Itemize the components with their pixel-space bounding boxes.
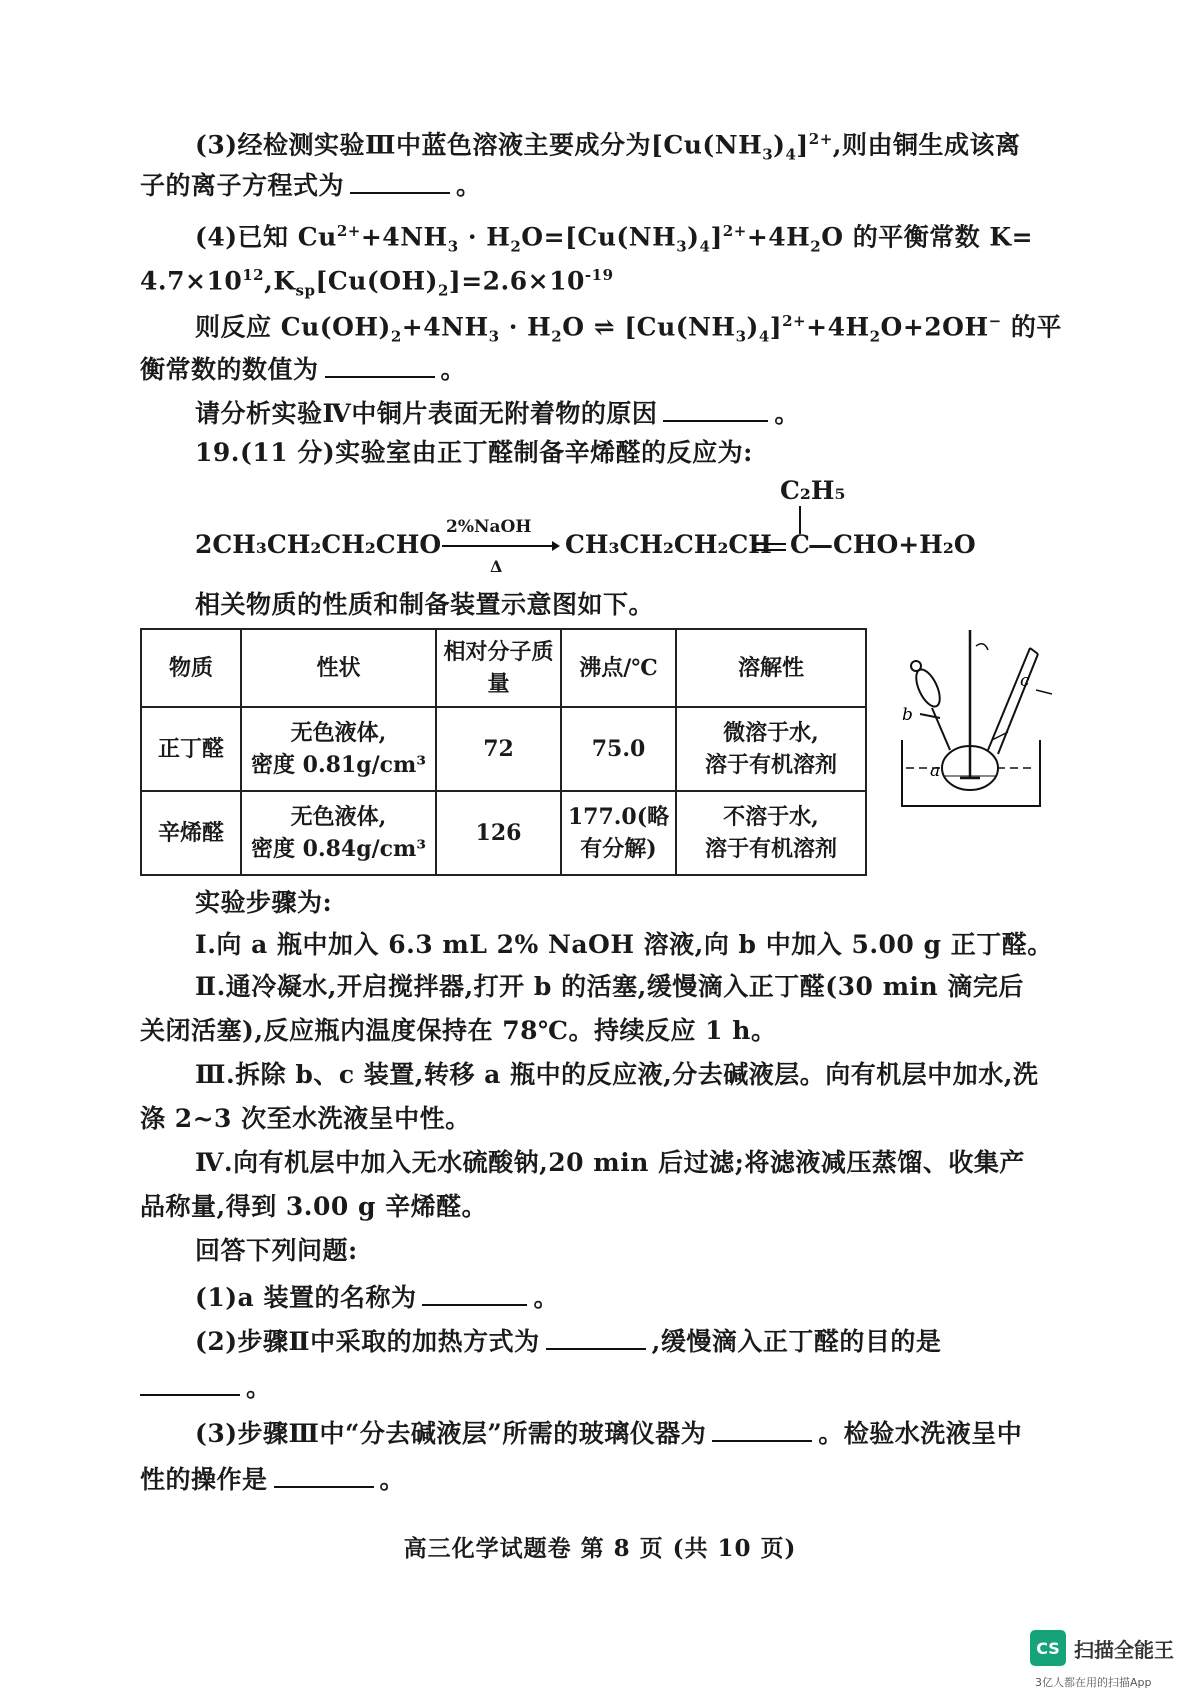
question-3b: 性的操作是 。 <box>140 1460 405 1497</box>
question-2b: 。 <box>140 1368 272 1405</box>
equation-right-a: CH₃CH₂CH₂CH <box>565 530 772 559</box>
step-3a: Ⅲ.拆除 b、c 装置,转移 a 瓶中的反应液,分去碱液层。向有机层中加水,洗 <box>195 1060 1039 1089</box>
label-c: c <box>1020 671 1030 691</box>
equation-branch: C₂H₅ <box>780 476 846 505</box>
cell-mass: 72 <box>436 707 561 791</box>
q18-p3-line1: (3)经检测实验Ⅲ中蓝色溶液主要成分为$[Cu(NH_3)_4]^{2+}$,则由铜生成该离 <box>195 130 1021 164</box>
answer-title: 回答下列问题: <box>195 1236 358 1265</box>
reaction-arrow <box>440 540 560 552</box>
scanner-tagline: 3亿人都在用的扫描App <box>1035 1676 1152 1689</box>
answer-blank <box>274 1460 374 1488</box>
answer-blank <box>546 1322 646 1350</box>
properties-table <box>140 628 867 876</box>
equation-left: 2CH₃CH₂CH₂CHO <box>195 530 442 559</box>
cell-solubility: 微溶于水, 溶于有机溶剂 <box>676 707 866 791</box>
equation-right-b: C <box>790 530 810 559</box>
q18-p4-line1: (4)已知 $Cu^{2+}+4NH_3 \cdot H_2O=[Cu(NH_3)_4]^{2+}+4H_2O$ 的平衡常数 K= <box>195 222 1034 256</box>
answer-blank <box>350 166 450 194</box>
cell-name: 正丁醛 <box>141 707 241 791</box>
scanner-name: 扫描全能王 <box>1074 1638 1174 1662</box>
step-3b: 涤 2~3 次至水洗液呈中性。 <box>140 1104 471 1133</box>
label-a: a <box>930 761 941 781</box>
equation-condition-bottom: Δ <box>490 557 503 576</box>
answer-blank <box>140 1368 240 1396</box>
header-cell: 物质 <box>141 629 241 707</box>
double-bond <box>752 540 788 554</box>
q18-p4-line5: 请分析实验Ⅳ中铜片表面无附着物的原因 。 <box>195 394 800 431</box>
question-3a: (3)步骤Ⅲ中“分去碱液层”所需的玻璃仪器为 。检验水洗液呈中 <box>195 1414 1022 1451</box>
header-cell: 相对分子质量 <box>436 629 561 707</box>
apparatus-diagram <box>880 628 1060 818</box>
scanner-logo-icon: CS <box>1030 1630 1066 1666</box>
answer-blank <box>422 1278 527 1306</box>
cell-state: 无色液体, 密度 0.81g/cm³ <box>241 707 436 791</box>
cell-state: 无色液体, 密度 0.84g/cm³ <box>241 791 436 875</box>
page-footer: 高三化学试题卷 第 8 页 (共 10 页) <box>403 1535 797 1562</box>
cell-bp: 75.0 <box>561 707 676 791</box>
q18-p4-line2: $4.7\times 10^{12},K_{sp}[Cu(OH)_2]=2.6\times 10^{-19}$ <box>140 266 614 300</box>
q18-p4-line3: 则反应 $Cu(OH)_2+4NH_3 \cdot H_2O$ ⇌ $[Cu(NH_3)_4]^{2+}+4H_2O+2OH^-$ 的平 <box>195 312 1062 346</box>
question-2a: (2)步骤Ⅱ中采取的加热方式为 ,缓慢滴入正丁醛的目的是 <box>195 1322 941 1359</box>
header-cell: 溶解性 <box>676 629 866 707</box>
step-2a: Ⅱ.通冷凝水,开启搅拌器,打开 b 的活塞,缓慢滴入正丁醛(30 min 滴完后 <box>195 972 1024 1001</box>
branch-bond <box>795 506 805 534</box>
q19-intro: 19.(11 分)实验室由正丁醛制备辛烯醛的反应为: <box>195 438 753 467</box>
label-b: b <box>902 705 913 725</box>
scanner-watermark <box>1030 1630 1200 1699</box>
steps-title: 实验步骤为: <box>195 888 333 917</box>
props-intro: 相关物质的性质和制备装置示意图如下。 <box>195 590 655 619</box>
cell-solubility: 不溶于水, 溶于有机溶剂 <box>676 791 866 875</box>
table-row <box>141 791 866 875</box>
table-header-row <box>141 629 866 707</box>
step-1: Ⅰ.向 a 瓶中加入 6.3 mL 2% NaOH 溶液,向 b 中加入 5.00 g 正丁醛。 <box>195 930 1053 959</box>
q18-p4-line4: 衡常数的数值为 。 <box>140 350 466 387</box>
table-row <box>141 707 866 791</box>
question-1: (1)a 装置的名称为 。 <box>195 1278 559 1315</box>
cell-mass: 126 <box>436 791 561 875</box>
cell-bp: 177.0(略 有分解) <box>561 791 676 875</box>
step-4a: Ⅳ.向有机层中加入无水硫酸钠,20 min 后过滤;将滤液减压蒸馏、收集产 <box>195 1148 1025 1177</box>
answer-blank <box>325 350 435 378</box>
step-2b: 关闭活塞),反应瓶内温度保持在 78℃。持续反应 1 h。 <box>140 1016 777 1045</box>
answer-blank <box>712 1414 812 1442</box>
step-4b: 品称量,得到 3.00 g 辛烯醛。 <box>140 1192 488 1221</box>
answer-blank <box>663 394 768 422</box>
equation-condition-top: 2%NaOH <box>446 517 532 537</box>
header-cell: 性状 <box>241 629 436 707</box>
cell-name: 辛烯醛 <box>141 791 241 875</box>
q18-p3-line2: 子的离子方程式为 。 <box>140 166 482 203</box>
equation-right-c: —CHO+H₂O <box>808 530 976 559</box>
header-cell: 沸点/℃ <box>561 629 676 707</box>
